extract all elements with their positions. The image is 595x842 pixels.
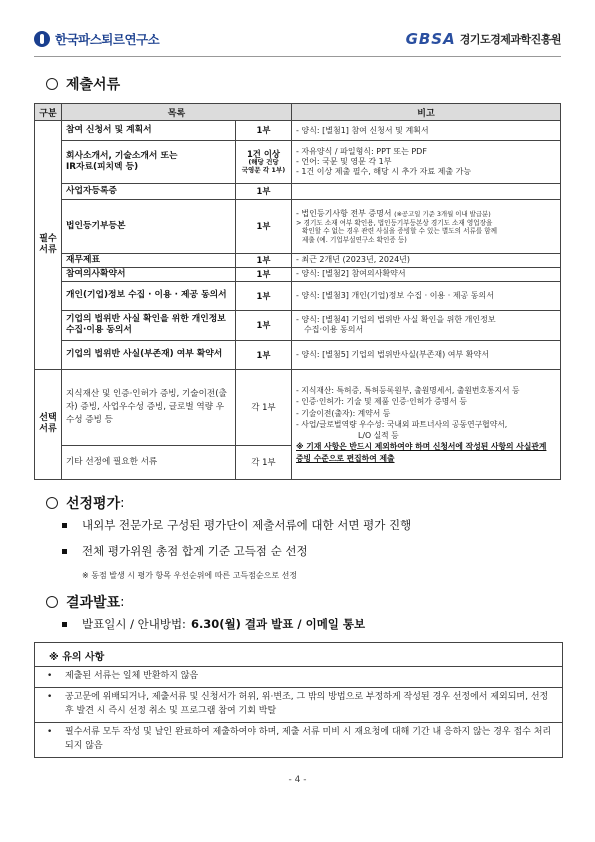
note-line: - 언어: 국문 및 영문 각 1부 bbox=[296, 157, 392, 166]
doc-note: - 양식: [별첨2] 참여의사확약서 bbox=[292, 267, 561, 281]
doc-item: 법인등기부등본 bbox=[62, 200, 236, 254]
doc-note: - 양식: [별첨1] 참여 신청서 및 계획서 bbox=[292, 121, 561, 141]
doc-qty-main: 1건 이상 bbox=[246, 148, 280, 159]
notice-item bbox=[35, 666, 562, 687]
table-row bbox=[35, 267, 561, 281]
section-title: 제출서류 bbox=[66, 77, 121, 93]
evaluation-bullet bbox=[62, 543, 308, 559]
bullet-text: 전체 평가위원 총점 합계 기준 고득점 순 선정 bbox=[82, 544, 308, 558]
section-colon: : bbox=[120, 594, 125, 610]
page-number: - 4 - bbox=[288, 775, 307, 785]
bullet-dot-icon: • bbox=[47, 691, 53, 702]
note-line: 수집·이용 동의서 bbox=[304, 325, 364, 335]
doc-item: 회사소개서, 기술소개서 또는 IR자료(피치덱 등) bbox=[62, 141, 236, 184]
doc-item: 기업의 법위반 사실(부존재) 여부 확약서 bbox=[62, 340, 236, 369]
circle-bullet-icon bbox=[46, 497, 58, 509]
doc-item: 개인(기업)정보 수집 · 이용 · 제공 동의서 bbox=[62, 281, 236, 310]
evaluation-note: ※ 동점 발생 시 평가 항목 우선순위에 따른 고득점순으로 선정 bbox=[82, 571, 298, 580]
doc-qty: 1부 bbox=[236, 184, 292, 200]
doc-item: 지식재산 및 인증·인허가 증빙, 기술이전(출자) 증빙, 사업우수성 증빙, 글로벌 역량 우수성 증빙 등 bbox=[62, 369, 236, 445]
note-line: - 인증·인허가: 기술 및 제품 인증·인허가 증명서 등 bbox=[296, 397, 467, 407]
square-bullet-icon bbox=[62, 622, 67, 627]
notice-item bbox=[35, 722, 562, 757]
doc-item: 기타 선정에 필요한 서류 bbox=[62, 445, 236, 479]
gbsa-brand: GBSA bbox=[405, 30, 456, 48]
notice-text: 필수서류 모두 작성 및 날인 완료하여 제출하여야 하며, 제출 서류 미비 시 재요청에 대해 기간 내 응하지 않는 경우 접수 처리되지 않음 bbox=[65, 726, 552, 751]
note-line: L/O 실적 등 bbox=[358, 431, 399, 441]
table-row bbox=[35, 340, 561, 369]
notice-box bbox=[34, 642, 563, 758]
evaluation-bullet bbox=[62, 517, 411, 533]
note-line-small: > 경기도 소재 여부 확인용, 법인등기부등본상 경기도 소재 영업장을 bbox=[296, 219, 493, 228]
table-row bbox=[35, 121, 561, 141]
bullet-text: 내외부 전문가로 구성된 평가단이 제출서류에 대한 서면 평가 진행 bbox=[82, 518, 412, 532]
pasteur-org-name: 한국파스퇴르연구소 bbox=[55, 32, 160, 47]
section-result bbox=[46, 592, 125, 612]
note-line-small: 제출 (예. 기업부설연구소 확인증 등) bbox=[302, 235, 407, 244]
table-row bbox=[35, 281, 561, 310]
pasteur-logo-icon bbox=[34, 31, 50, 47]
header-notes: 비고 bbox=[292, 104, 561, 121]
square-bullet-icon bbox=[62, 549, 67, 554]
result-label: 발표일시 / 안내방법: bbox=[82, 617, 186, 631]
notice-item bbox=[35, 687, 562, 722]
table-row bbox=[35, 254, 561, 268]
table-row bbox=[35, 141, 561, 184]
optional-warning: ※ 기재 사항은 반드시 제외하여야 하며 신청서에 작성된 사항의 사실관계 증빙 수준으로 편집하여 제출 bbox=[296, 442, 547, 463]
section-evaluation bbox=[46, 493, 125, 513]
doc-qty: 각 1부 bbox=[236, 369, 292, 445]
doc-qty: 1부 bbox=[236, 267, 292, 281]
note-line: - 기술이전(출자): 계약서 등 bbox=[296, 408, 391, 418]
bullet-dot-icon: • bbox=[47, 726, 53, 737]
table-row bbox=[35, 184, 561, 200]
doc-item: 참여 신청서 및 계획서 bbox=[62, 121, 236, 141]
doc-qty: 1부 bbox=[236, 340, 292, 369]
notice-text: 제출된 서류는 일체 반환하지 않음 bbox=[65, 671, 199, 681]
table-header-row bbox=[35, 104, 561, 121]
circle-bullet-icon bbox=[46, 596, 58, 608]
doc-qty: 1부 bbox=[236, 281, 292, 310]
note-line: - 자유양식 / 파일형식: PPT 또는 PDF bbox=[296, 147, 427, 156]
notice-title: ※ 유의 사항 bbox=[49, 652, 105, 663]
doc-qty: 1부 bbox=[236, 200, 292, 254]
optional-category-cell: 선택 서류 bbox=[35, 369, 62, 479]
note-line: - 사업/글로벌역량 우수성: 국내외 파트너사의 공동연구협약서, bbox=[296, 419, 508, 429]
doc-note: - 양식: [별첨3] 개인(기업)정보 수집 · 이용 · 제공 동의서 bbox=[292, 281, 561, 310]
table-row bbox=[35, 369, 561, 445]
section-colon: : bbox=[120, 495, 125, 511]
notice-text: 공고문에 위배되거나, 제출서류 및 신청서가 허위, 위·변조, 그 밖의 방법으로 부정하게 작성된 경우 선정에서 제외되며, 선정 후 발견 시 즉시 선정 취소 및 프로그램 참여 기회 박탈 bbox=[65, 691, 549, 716]
bullet-dot-icon: • bbox=[47, 671, 53, 681]
pasteur-logo bbox=[34, 30, 159, 48]
doc-qty-sub: (해당 건당 국영문 각 1부) bbox=[241, 158, 286, 175]
note-line: - 양식: [별첨4] 기업의 법위반 사실 확인을 위한 개인정보 bbox=[296, 315, 496, 325]
doc-note bbox=[292, 200, 561, 254]
circle-bullet-icon bbox=[46, 78, 58, 90]
section-submission bbox=[46, 74, 120, 94]
page-header bbox=[0, 0, 595, 66]
note-line-small: 확인할 수 없는 경우 관련 사실을 증빙할 수 있는 별도의 서류를 함께 bbox=[302, 227, 498, 236]
documents-table bbox=[34, 103, 561, 480]
doc-note bbox=[292, 310, 561, 340]
note-line: - 1건 이상 제출 필수, 해당 시 추가 자료 제출 가능 bbox=[296, 167, 472, 176]
header-divider bbox=[34, 56, 561, 57]
square-bullet-icon bbox=[62, 523, 67, 528]
required-category-cell: 필수 서류 bbox=[35, 121, 62, 370]
doc-item: 참여의사확약서 bbox=[62, 267, 236, 281]
table-row bbox=[35, 200, 561, 254]
doc-note bbox=[292, 184, 561, 200]
doc-note: - 최근 2개년 (2023년, 2024년) bbox=[292, 254, 561, 268]
doc-note bbox=[292, 141, 561, 184]
doc-item: 재무제표 bbox=[62, 254, 236, 268]
doc-qty bbox=[236, 141, 292, 184]
doc-qty: 1부 bbox=[236, 310, 292, 340]
optional-notes bbox=[292, 369, 561, 479]
header-items: 목록 bbox=[62, 104, 292, 121]
header-category: 구분 bbox=[35, 104, 62, 121]
note-line: - 지식재산: 특허증, 특허등록원부, 출원명세서, 출원번호통지서 등 bbox=[296, 385, 520, 395]
table-row bbox=[35, 310, 561, 340]
note-line: - 법인등기사항 전부 증명서 (※공고일 기준 3개월 이내 발급분) bbox=[296, 209, 491, 219]
section-title: 선정평가 bbox=[66, 496, 121, 512]
doc-item: 기업의 법위반 사실 확인을 위한 개인정보 수집·이용 동의서 bbox=[62, 310, 236, 340]
doc-qty: 각 1부 bbox=[236, 445, 292, 479]
section-title: 결과발표 bbox=[66, 595, 121, 611]
result-value: 6.30(월) 결과 발표 / 이메일 통보 bbox=[190, 617, 366, 631]
doc-note: - 양식: [별첨5] 기업의 법위반사실(부존재) 여부 확약서 bbox=[292, 340, 561, 369]
result-bullet bbox=[62, 616, 365, 632]
doc-item: 사업자등록증 bbox=[62, 184, 236, 200]
gbsa-logo bbox=[406, 30, 561, 48]
doc-qty: 1부 bbox=[236, 121, 292, 141]
gbsa-org-name: 경기도경제과학진흥원 bbox=[459, 33, 561, 46]
doc-qty: 1부 bbox=[236, 254, 292, 268]
